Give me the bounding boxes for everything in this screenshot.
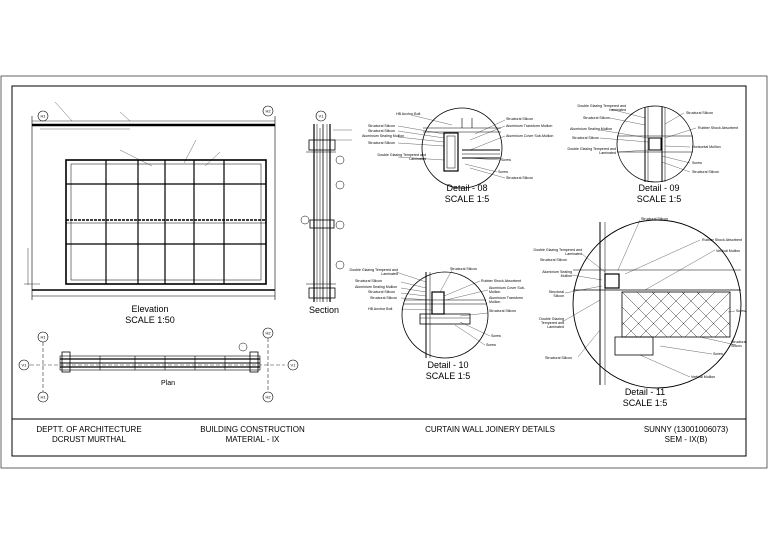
sheet-title-text: CURTAIN WALL JOINERY DETAILS bbox=[425, 425, 555, 434]
student-line-1: SUNNY (13001006073) bbox=[643, 425, 729, 434]
elevation-drawing bbox=[24, 102, 275, 300]
plan-grid-h1-bottom: H1 bbox=[40, 394, 46, 400]
title-block-student bbox=[628, 425, 744, 445]
detail-10-title-text: Detail - 10 bbox=[427, 360, 469, 370]
d09-note: Structural Silicon bbox=[692, 170, 719, 174]
d10-note: Screw bbox=[486, 343, 496, 347]
detail-09-title-text: Detail - 09 bbox=[638, 183, 680, 193]
d08-note: Double Glazing Tempered and Laminated bbox=[377, 153, 426, 162]
d11-note: Vertical Mullion bbox=[691, 375, 716, 379]
department-line-2: DCRUST MURTHAL bbox=[52, 435, 126, 444]
elevation-title-text: Elevation bbox=[131, 304, 169, 314]
d11-note: Structural Silicon bbox=[731, 340, 747, 349]
d10-note: Screw bbox=[491, 334, 501, 338]
d10-note: Structural Silicon bbox=[370, 296, 397, 300]
d11-note: Double Glazing Tempered and Laminated bbox=[539, 317, 564, 330]
plan-grid-h1-top: H1 bbox=[40, 334, 46, 340]
d10-note: Structural Silicon bbox=[355, 279, 382, 283]
d11-note: Structural Silicon bbox=[641, 217, 668, 221]
subject-line-2: MATERIAL - IX bbox=[225, 435, 280, 444]
d11-note: Screw bbox=[736, 309, 746, 313]
d09-note: Structural Silicon bbox=[686, 111, 713, 115]
section-title-text: Section bbox=[308, 305, 340, 315]
d08-note: Structural Silicon bbox=[368, 124, 395, 128]
d10-note: Double Glazing Tempered and Laminated bbox=[349, 268, 398, 277]
detail-10-drawing bbox=[396, 270, 490, 358]
d11-note: Screw bbox=[713, 352, 723, 356]
detail-10-scale-text: SCALE 1:5 bbox=[425, 371, 471, 381]
detail-09-drawing bbox=[600, 106, 696, 182]
d11-note: Structural Silicon bbox=[545, 356, 572, 360]
plan-grid-h2-bottom: H2 bbox=[265, 394, 271, 400]
detail-10-title bbox=[408, 360, 488, 382]
d11-note: Double Glazing Tempered and Laminated bbox=[533, 248, 582, 257]
d10-note: Aluminium Transform Mullion bbox=[489, 296, 523, 305]
d08-note: Structural Silicon bbox=[506, 176, 533, 180]
d11-note: Structural Silicon bbox=[540, 258, 567, 262]
d10-note: Aluminium Cover Sub-Mullion bbox=[489, 286, 525, 295]
detail-09-scale-text: SCALE 1:5 bbox=[636, 194, 682, 204]
detail-09-title bbox=[619, 183, 699, 205]
plan-title bbox=[148, 378, 188, 389]
d08-note: Aluminium Sealing Mullion bbox=[362, 134, 405, 138]
elevation-scale-text: SCALE 1:50 bbox=[125, 315, 175, 325]
d11-note: Vertical Mullion bbox=[716, 249, 741, 253]
d08-note: Structural Silicon bbox=[368, 141, 395, 145]
department-line-1: DEPTT. OF ARCHITECTURE bbox=[36, 425, 142, 434]
detail-08-drawing bbox=[398, 108, 505, 188]
detail-11-scale-text: SCALE 1:5 bbox=[622, 398, 668, 408]
elevation-grid-h1: H1 bbox=[40, 113, 46, 119]
d11-note: Aluminium Sealing Mullion bbox=[542, 270, 572, 279]
title-block-sheet-title bbox=[400, 425, 580, 435]
d10-note: Rubber Shock Absorbent bbox=[481, 279, 521, 283]
subject-line-1: BUILDING CONSTRUCTION bbox=[200, 425, 305, 434]
d08-note: HB Anchor Bolt bbox=[396, 112, 421, 116]
title-block-subject bbox=[185, 425, 320, 445]
d09-note: Double Glazing Tempered and Laminated bbox=[577, 104, 626, 113]
d08-note: Screw bbox=[501, 158, 511, 162]
d08-note: Aluminium Transform Mullion bbox=[506, 124, 553, 128]
d08-note: Structural Silicon bbox=[506, 117, 533, 121]
section-title bbox=[302, 305, 346, 316]
section-grid-v1: V1 bbox=[318, 113, 324, 119]
d11-note: Rubber Shock Absorbent bbox=[702, 238, 742, 242]
d09-note: Rubber Shock Absorbent bbox=[698, 126, 738, 130]
d09-note: Structural Silicon bbox=[572, 136, 599, 140]
plan-grid-h2-top: H2 bbox=[265, 330, 271, 336]
plan-grid-v1-right: V1 bbox=[290, 362, 296, 368]
d09-note: Double Glazing Tempered and Laminated bbox=[567, 147, 616, 156]
d10-note: Aluminium Sealing Mullion bbox=[355, 285, 398, 289]
d10-note: HB Anchor Bolt bbox=[368, 307, 393, 311]
detail-11-title-text: Detail - 11 bbox=[624, 387, 666, 397]
d08-note: Aluminium Cover Sub-Mullion bbox=[506, 134, 554, 138]
d11-note: Structural Silicon bbox=[548, 290, 564, 299]
elevation-grid-h2: H2 bbox=[265, 108, 271, 114]
d08-note: Screw bbox=[498, 170, 508, 174]
plan-drawing bbox=[19, 328, 298, 402]
d10-note: Structural Silicon bbox=[368, 290, 395, 294]
detail-11-title bbox=[605, 387, 685, 409]
detail-08-title bbox=[427, 183, 507, 205]
d08-note: Structural Silicon bbox=[368, 129, 395, 133]
student-line-2: SEM - IX(B) bbox=[664, 435, 708, 444]
detail-08-title-text: Detail - 08 bbox=[446, 183, 488, 193]
plan-grid-v1-left: V1 bbox=[21, 362, 27, 368]
d09-note: Horizontal Mullion bbox=[692, 145, 721, 149]
d09-note: Screw bbox=[692, 161, 702, 165]
title-block-department bbox=[14, 425, 164, 445]
detail-11-drawing bbox=[562, 220, 741, 388]
d10-note: Structural Silicon bbox=[489, 309, 516, 313]
d09-note: Structural Silicon bbox=[583, 116, 610, 120]
plan-title-text: Plan bbox=[160, 380, 175, 387]
elevation-title bbox=[110, 304, 190, 326]
detail-08-scale-text: SCALE 1:5 bbox=[444, 194, 490, 204]
d10-note: Structural Silicon bbox=[450, 267, 477, 271]
d09-note: Aluminium Sealing Mullion bbox=[570, 127, 613, 131]
